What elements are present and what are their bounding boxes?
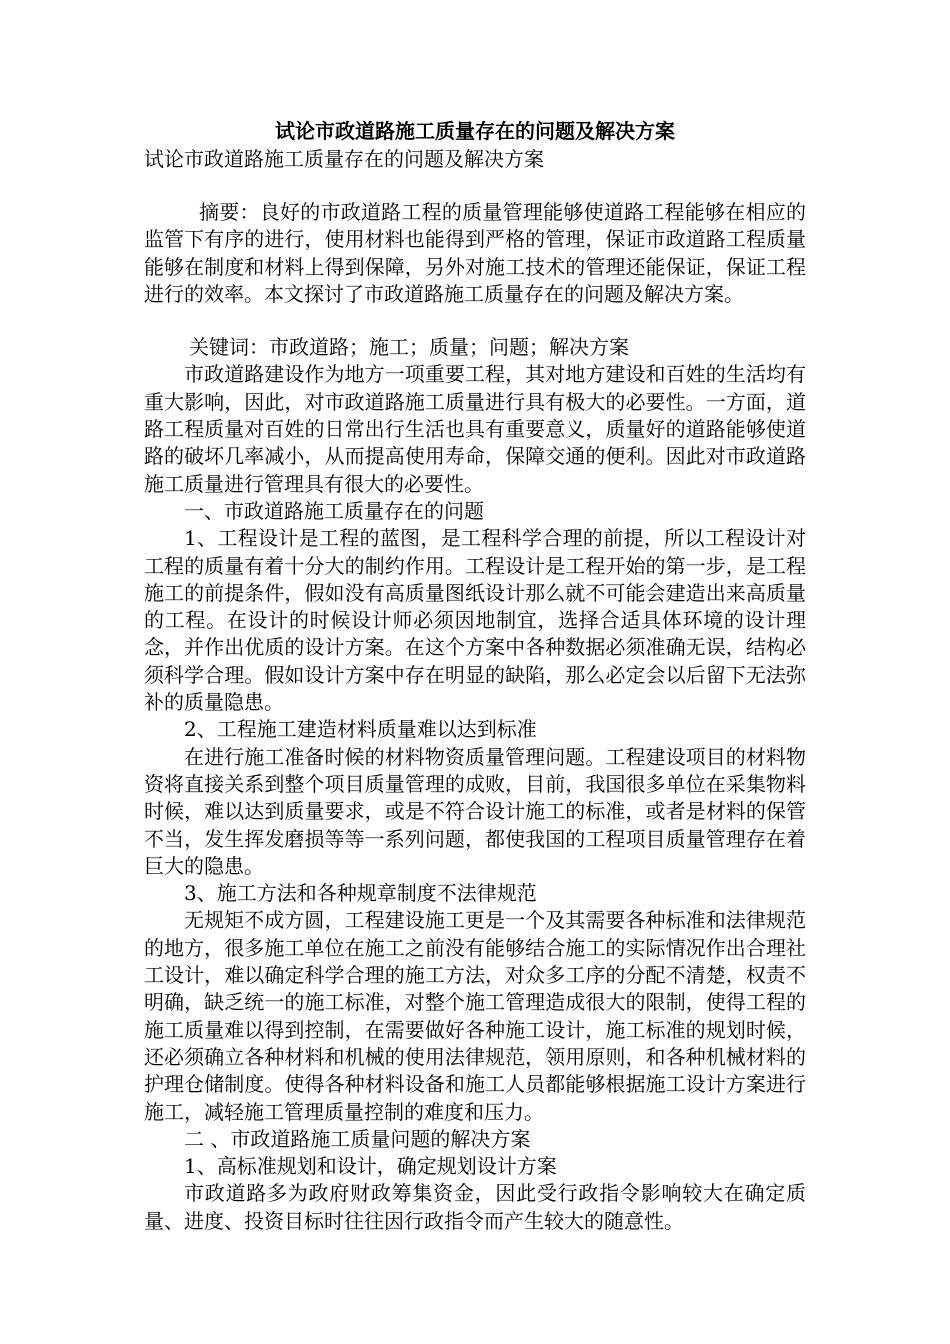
problem-body-methods: 无规矩不成方圆，工程建设施工更是一个及其需要各种标准和法律规范的地方，很多施工单位在施工之前没有能够结合施工的实际情况作出合理社工设计，难以确定科学合理的施工方法，对众多工序的分配不清楚，权责不明确，缺乏统一的施工标准，对整个施工管理造成很大的限制，使得工程的施工质量难以得到控制，在需要做好各种施工设计，施工标准的规划时候，还必须确立各种材料和机械的使用法律规范，领用原则，和各种机械材料的护理仓储制度。使得各种材料设备和施工人员都能够根据施工设计方案进行施工，减轻施工管理质量控制的难度和压力。 <box>144 908 806 1124</box>
intro-paragraph: 市政道路建设作为地方一项重要工程，其对地方建设和百姓的生活均有重大影响，因此，对市政道路施工质量进行具有极大的必要性。一方面，道路工程质量对百姓的日常出行生活也具有重要意义，质量好的道路能够使道路的破坏几率减小，从而提高使用寿命，保障交通的便利。因此对市政道路施工质量进行管理具有很大的必要性。 <box>144 362 806 496</box>
section-heading-problems: 一、市政道路施工质量存在的问题 <box>184 498 484 523</box>
solution-body-planning: 市政道路多为政府财政筹集资金，因此受行政指令影响较大在确定质量、进度、投资目标时往往因行政指令而产生较大的随意性。 <box>144 1181 806 1233</box>
solution-heading-planning: 1、高标准规划和设计，确定规划设计方案 <box>184 1154 557 1179</box>
document-title: 试论市政道路施工质量存在的问题及解决方案 <box>275 119 675 143</box>
problem-heading-materials: 2、工程施工建造材料质量难以达到标准 <box>184 717 537 742</box>
document-subtitle: 试论市政道路施工质量存在的问题及解决方案 <box>144 147 544 171</box>
problem-item-design: 1、工程设计是工程的蓝图，是工程科学合理的前提，所以工程设计对工程的质量有着十分大的制约作用。工程设计是工程开始的第一步，是工程施工的前提条件，假如没有高质量图纸设计那么就不可能会建造出来高质量的工程。在设计的时候设计师必须因地制宜，选择合适具体环境的设计理念，并作出优质的设计方案。在这个方案中各种数据必须准确无误，结构必须科学合理。假如设计方案中存在明显的缺陷，那么必定会以后留下无法弥补的质量隐患。 <box>144 526 806 715</box>
document-page <box>144 116 806 1235</box>
keywords-line: 关键词：市政道路；施工；质量；问题；解决方案 <box>189 335 629 360</box>
problem-heading-methods: 3、施工方法和各种规章制度不法律规范 <box>184 881 537 906</box>
section-heading-solutions: 二 、市政道路施工质量问题的解决方案 <box>184 1126 531 1151</box>
abstract-paragraph: 摘要：良好的市政道路工程的质量管理能够使道路工程能够在相应的监管下有序的进行，使用材料也能得到严格的管理，保证市政道路工程质量能够在制度和材料上得到保障，另外对施工技术的管理还能保证，保证工程进行的效率。本文探讨了市政道路施工质量存在的问题及解决方案。 <box>144 200 806 306</box>
problem-body-materials: 在进行施工准备时候的材料物资质量管理问题。工程建设项目的材料物资将直接关系到整个项目质量管理的成败，目前，我国很多单位在采集物料时候，难以达到质量要求，或是不符合设计施工的标准，或者是材料的保管不当，发生挥发磨损等等一系列问题，都使我国的工程项目质量管理存在着巨大的隐患。 <box>144 744 806 878</box>
